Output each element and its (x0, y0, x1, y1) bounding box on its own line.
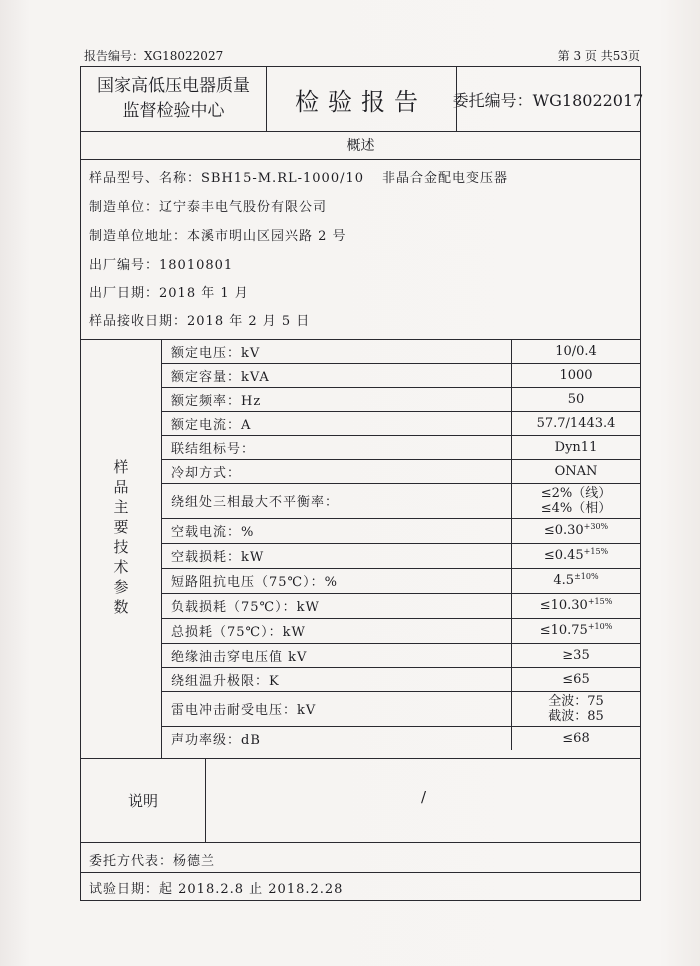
parameter-label: 绝缘油击穿电压值 kV (171, 649, 308, 665)
parameter-label: 短路阻抗电压（75℃）：% (171, 575, 338, 590)
parameter-value: ≤0.45 (543, 548, 584, 563)
parameter-value-line (555, 344, 597, 359)
parameter-row (161, 643, 640, 668)
parameter-tolerance: +15% (587, 597, 613, 606)
model-label: 样品型号、名称： (89, 171, 202, 186)
side-label-char: 样 (113, 458, 129, 476)
parameter-row (161, 568, 640, 594)
maker-value: 辽宁泰丰电气股份有限公司 (159, 200, 328, 215)
serial-label: 出厂编号： (89, 258, 160, 273)
parameter-value-line (568, 392, 585, 407)
side-label-char: 品 (113, 478, 129, 496)
parameter-value-2: ≤4%（相） (540, 500, 612, 516)
parameter-value-line (537, 416, 616, 431)
maker-label: 制造单位： (89, 200, 160, 215)
parameter-label: 空载损耗：kW (171, 550, 265, 565)
receive-date-label: 样品接收日期： (89, 314, 188, 329)
parameter-label: 额定电流：A (171, 417, 252, 433)
parameter-value-line (555, 440, 598, 455)
parameter-value-cell (511, 643, 640, 667)
parameter-row (161, 543, 640, 569)
parameter-label: 负载损耗（75℃）：kW (171, 600, 320, 615)
parameter-value-line (541, 486, 612, 501)
parameter-label: 声功率级：dB (171, 732, 261, 748)
parameter-value: ≤65 (562, 671, 590, 687)
maker-row (89, 196, 327, 215)
parameter-value-cell (511, 618, 640, 643)
parameter-label: 雷电冲击耐受电压：kV (171, 703, 317, 718)
model-name: 非晶合金配电变压器 (382, 171, 509, 186)
parameter-value-cell (511, 483, 640, 518)
mfg-date-value: 2018 年 1 月 (159, 286, 249, 301)
address-value: 本溪市明山区园兴路 2 号 (187, 229, 347, 244)
parameter-value: 1000 (559, 367, 593, 383)
parameter-value-cell (511, 691, 640, 726)
side-label-char: 要 (113, 518, 129, 536)
receive-date-row (89, 310, 310, 329)
parameter-value: 57.7/1443.4 (536, 415, 616, 431)
parameter-tolerance: ±10% (574, 572, 599, 581)
parameter-label: 冷却方式： (171, 465, 242, 481)
address-label: 制造单位地址： (89, 229, 188, 244)
report-title: 检验报告 (266, 67, 457, 131)
parameter-tolerance: +15% (583, 547, 609, 556)
parameter-value: ≤2%（线） (540, 485, 612, 501)
parameter-value-cell (511, 387, 640, 411)
parameter-value: ≤68 (562, 730, 590, 746)
parameter-row (161, 667, 640, 692)
parameter-value: ONAN (554, 463, 598, 479)
parameter-row (161, 339, 640, 364)
organization-line-1: 国家高低压电器质量 (97, 76, 250, 96)
parameter-value-line (548, 694, 604, 709)
model-row (89, 167, 508, 186)
sample-info (81, 159, 640, 340)
address-row (89, 225, 347, 244)
parameter-value-line (559, 368, 592, 383)
parameter-value-cell (511, 726, 640, 750)
parameter-value: 50 (567, 391, 585, 407)
notes-label: 说明 (81, 758, 206, 842)
notes-value: / (421, 788, 427, 806)
parameter-row (161, 518, 640, 544)
parameter-row (161, 726, 640, 750)
test-date: 试验日期：起 2018.2.8 止 2018.2.28 (89, 882, 344, 897)
organization-cell (81, 67, 267, 131)
report-header (81, 67, 644, 132)
parameter-value: ≥35 (562, 647, 590, 663)
parameter-value: ≤10.30 (539, 598, 588, 613)
receive-date-value: 2018 年 2 月 5 日 (187, 314, 311, 329)
parameter-value: 10/0.4 (555, 343, 597, 359)
parameter-label: 额定频率：Hz (171, 393, 262, 409)
parameter-tolerance: +30% (583, 522, 609, 531)
parameter-label: 联结组标号： (171, 441, 256, 457)
side-label-char: 术 (113, 558, 129, 576)
side-label-char: 技 (113, 538, 129, 556)
parameter-value-line (540, 598, 613, 613)
parameter-value: ≤0.30 (543, 523, 584, 538)
parameter-value: 4.5 (553, 573, 575, 588)
side-label-char: 参 (113, 578, 129, 596)
report-number: 报告编号：XG18022027 (84, 49, 224, 63)
parameter-row (161, 691, 640, 727)
parameter-value-cell (511, 667, 640, 691)
mfg-date-label: 出厂日期： (89, 286, 160, 301)
page-info: 第 3 页 共53页 (557, 49, 640, 63)
parameter-row (161, 363, 640, 388)
organization-line-2: 监督检验中心 (122, 101, 225, 121)
parameter-value: ≤10.75 (539, 623, 588, 638)
parameter-label: 绕组温升极限：K (171, 673, 280, 689)
serial-value: 18010801 (159, 258, 234, 273)
parameter-value-cell (511, 459, 640, 483)
parameter-value: 全波：75 (548, 693, 604, 709)
parameter-row (161, 411, 640, 436)
parameter-value-line (562, 648, 589, 663)
parameter-value-cell (511, 543, 640, 568)
parameter-value-cell (511, 593, 640, 618)
parameter-label: 额定电压：kV (171, 345, 261, 361)
parameter-label: 空载电流：% (171, 525, 255, 540)
parameter-value-line (555, 464, 598, 479)
model-value: SBH15-M.RL-1000/10 (201, 171, 365, 186)
report-sheet (80, 66, 644, 901)
parameters-side-label (81, 339, 162, 758)
commission-number: 委托编号：WG18022017 (452, 90, 644, 110)
parameter-tolerance: +10% (587, 622, 613, 631)
parameter-row (161, 387, 640, 412)
parameter-row (161, 618, 640, 644)
parameter-value-line (562, 731, 589, 746)
parameter-value-cell (511, 363, 640, 387)
parameter-row (161, 593, 640, 619)
parameter-value-cell (511, 518, 640, 543)
parameter-value-cell (511, 339, 640, 363)
parameter-value-cell (511, 411, 640, 435)
parameter-label: 绕组处三相最大不平衡率： (171, 495, 340, 510)
top-line (84, 48, 640, 64)
section-title: 概述 (81, 131, 640, 160)
notes-section (81, 758, 640, 843)
parameter-row (161, 459, 640, 484)
side-label-char: 数 (113, 598, 129, 616)
serial-row (89, 254, 233, 273)
parameters-side-text (111, 457, 131, 617)
parameter-value-line (544, 523, 608, 538)
parameter-value-line (553, 573, 598, 588)
parameter-label: 总损耗（75℃）：kW (171, 625, 306, 640)
client-representative: 委托方代表：杨德兰 (89, 854, 216, 869)
parameter-value-2: 截波：85 (548, 708, 604, 724)
mfg-date-row (89, 282, 249, 301)
parameter-value-line (540, 623, 613, 638)
parameter-label: 额定容量：kVA (171, 369, 270, 385)
parameter-value-cell (511, 435, 640, 459)
parameter-row (161, 435, 640, 460)
parameter-value-line (562, 672, 589, 687)
parameters-table (81, 339, 640, 759)
footer-divider (81, 872, 640, 873)
parameter-value-cell (511, 568, 640, 593)
parameter-row (161, 483, 640, 519)
side-label-char: 主 (113, 498, 129, 516)
parameter-value: Dyn11 (554, 439, 598, 455)
parameter-value-line (544, 548, 608, 563)
